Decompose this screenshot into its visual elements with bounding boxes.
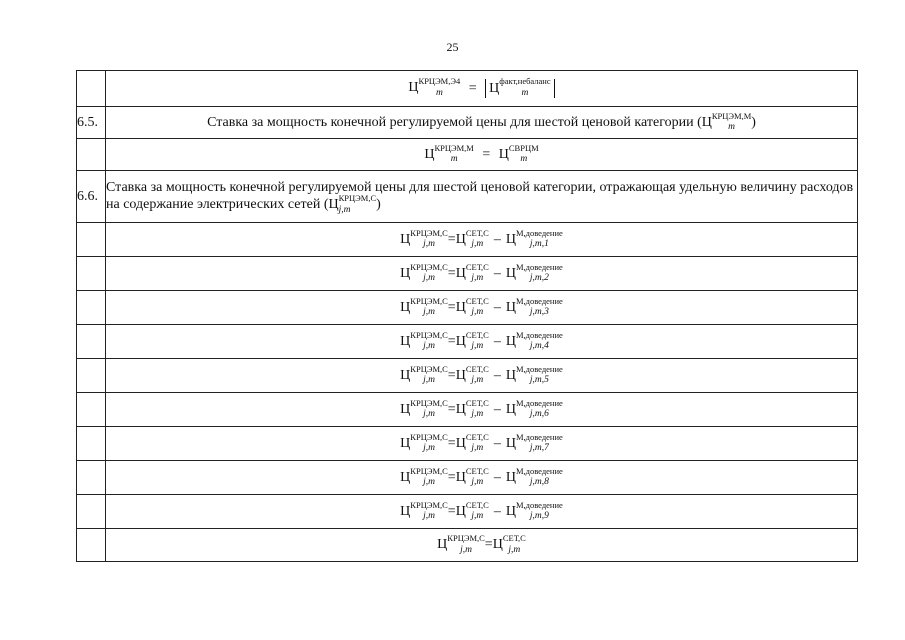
formula-cell [106, 257, 858, 291]
table-row [77, 171, 858, 223]
section-number: 6.5. [77, 107, 106, 139]
formula-c-9: Ц КРЦЭМ,С j,m =Ц СЕТ,С j,m – Ц М,доведение j,m,9 [400, 499, 563, 521]
formula-m: Ц КРЦЭМ,М m = Ц СВРЦМ m [424, 142, 539, 164]
table-row [77, 393, 858, 427]
formula-c-3: Ц КРЦЭМ,С j,m =Ц СЕТ,С j,m – Ц М,доведение j,m,3 [400, 295, 563, 317]
formula-c-7: Ц КРЦЭМ,С j,m =Ц СЕТ,С j,m – Ц М,доведение j,m,7 [400, 431, 563, 453]
formula-c-2: Ц КРЦЭМ,С j,m =Ц СЕТ,С j,m – Ц М,доведение j,m,2 [400, 261, 563, 283]
formula-table [76, 70, 858, 562]
table-row [77, 223, 858, 257]
row-number-cell [77, 495, 106, 529]
symbol: Ц КРЦЭМ,Э4 m [408, 76, 461, 98]
table-row [77, 291, 858, 325]
table-row [77, 139, 858, 171]
table-row [77, 359, 858, 393]
table-row [77, 461, 858, 495]
formula-cell [106, 325, 858, 359]
formula-cell [106, 139, 858, 171]
formula-c-1: Ц КРЦЭМ,С j,m =Ц СЕТ,С j,m – Ц М,доведение j,m,1 [400, 227, 563, 249]
formula-cell [106, 495, 858, 529]
formula-cell [106, 427, 858, 461]
formula-cell [106, 529, 858, 562]
table-row [77, 107, 858, 139]
formula-c-5: Ц КРЦЭМ,С j,m =Ц СЕТ,С j,m – Ц М,доведение j,m,5 [400, 363, 563, 385]
section-heading: Ставка за мощность конечной регулируемой цены для шестой ценовой категории, отражающая удельную величину расходов на содержание электрических сетей (Ц КРЦЭМ,С j,m ) [106, 171, 858, 223]
row-number-cell [77, 223, 106, 257]
formula-c-final: Ц КРЦЭМ,С j,m =Ц СЕТ,С j,m [437, 533, 526, 555]
row-number-cell [77, 427, 106, 461]
page-number: 25 [446, 40, 459, 54]
row-number-cell [77, 71, 106, 107]
formula-e4: Ц КРЦЭМ,Э4 m = Ц факт,небаланс m [408, 79, 554, 99]
formula-c-4: Ц КРЦЭМ,С j,m =Ц СЕТ,С j,m – Ц М,доведение j,m,4 [400, 329, 563, 351]
row-number-cell [77, 139, 106, 171]
table-row [77, 529, 858, 562]
formula-cell [106, 71, 858, 107]
formula-cell [106, 223, 858, 257]
formula-cell [106, 359, 858, 393]
row-number-cell [77, 257, 106, 291]
row-number-cell [77, 529, 106, 562]
row-number-cell [77, 461, 106, 495]
absolute-value: Ц факт,небаланс m [485, 79, 554, 99]
row-number-cell [77, 359, 106, 393]
formula-cell [106, 461, 858, 495]
table-row [77, 71, 858, 107]
formula-cell [106, 291, 858, 325]
row-number-cell [77, 393, 106, 427]
table-row [77, 495, 858, 529]
section-number: 6.6. [77, 171, 106, 223]
table-row [77, 427, 858, 461]
table-row [77, 257, 858, 291]
formula-cell [106, 393, 858, 427]
formula-c-8: Ц КРЦЭМ,С j,m =Ц СЕТ,С j,m – Ц М,доведение j,m,8 [400, 465, 563, 487]
section-heading: Ставка за мощность конечной регулируемой цены для шестой ценовой категории (Ц КРЦЭМ,М m ) [106, 107, 858, 139]
formula-c-6: Ц КРЦЭМ,С j,m =Ц СЕТ,С j,m – Ц М,доведение j,m,6 [400, 397, 563, 419]
row-number-cell [77, 291, 106, 325]
table-row [77, 325, 858, 359]
row-number-cell [77, 325, 106, 359]
